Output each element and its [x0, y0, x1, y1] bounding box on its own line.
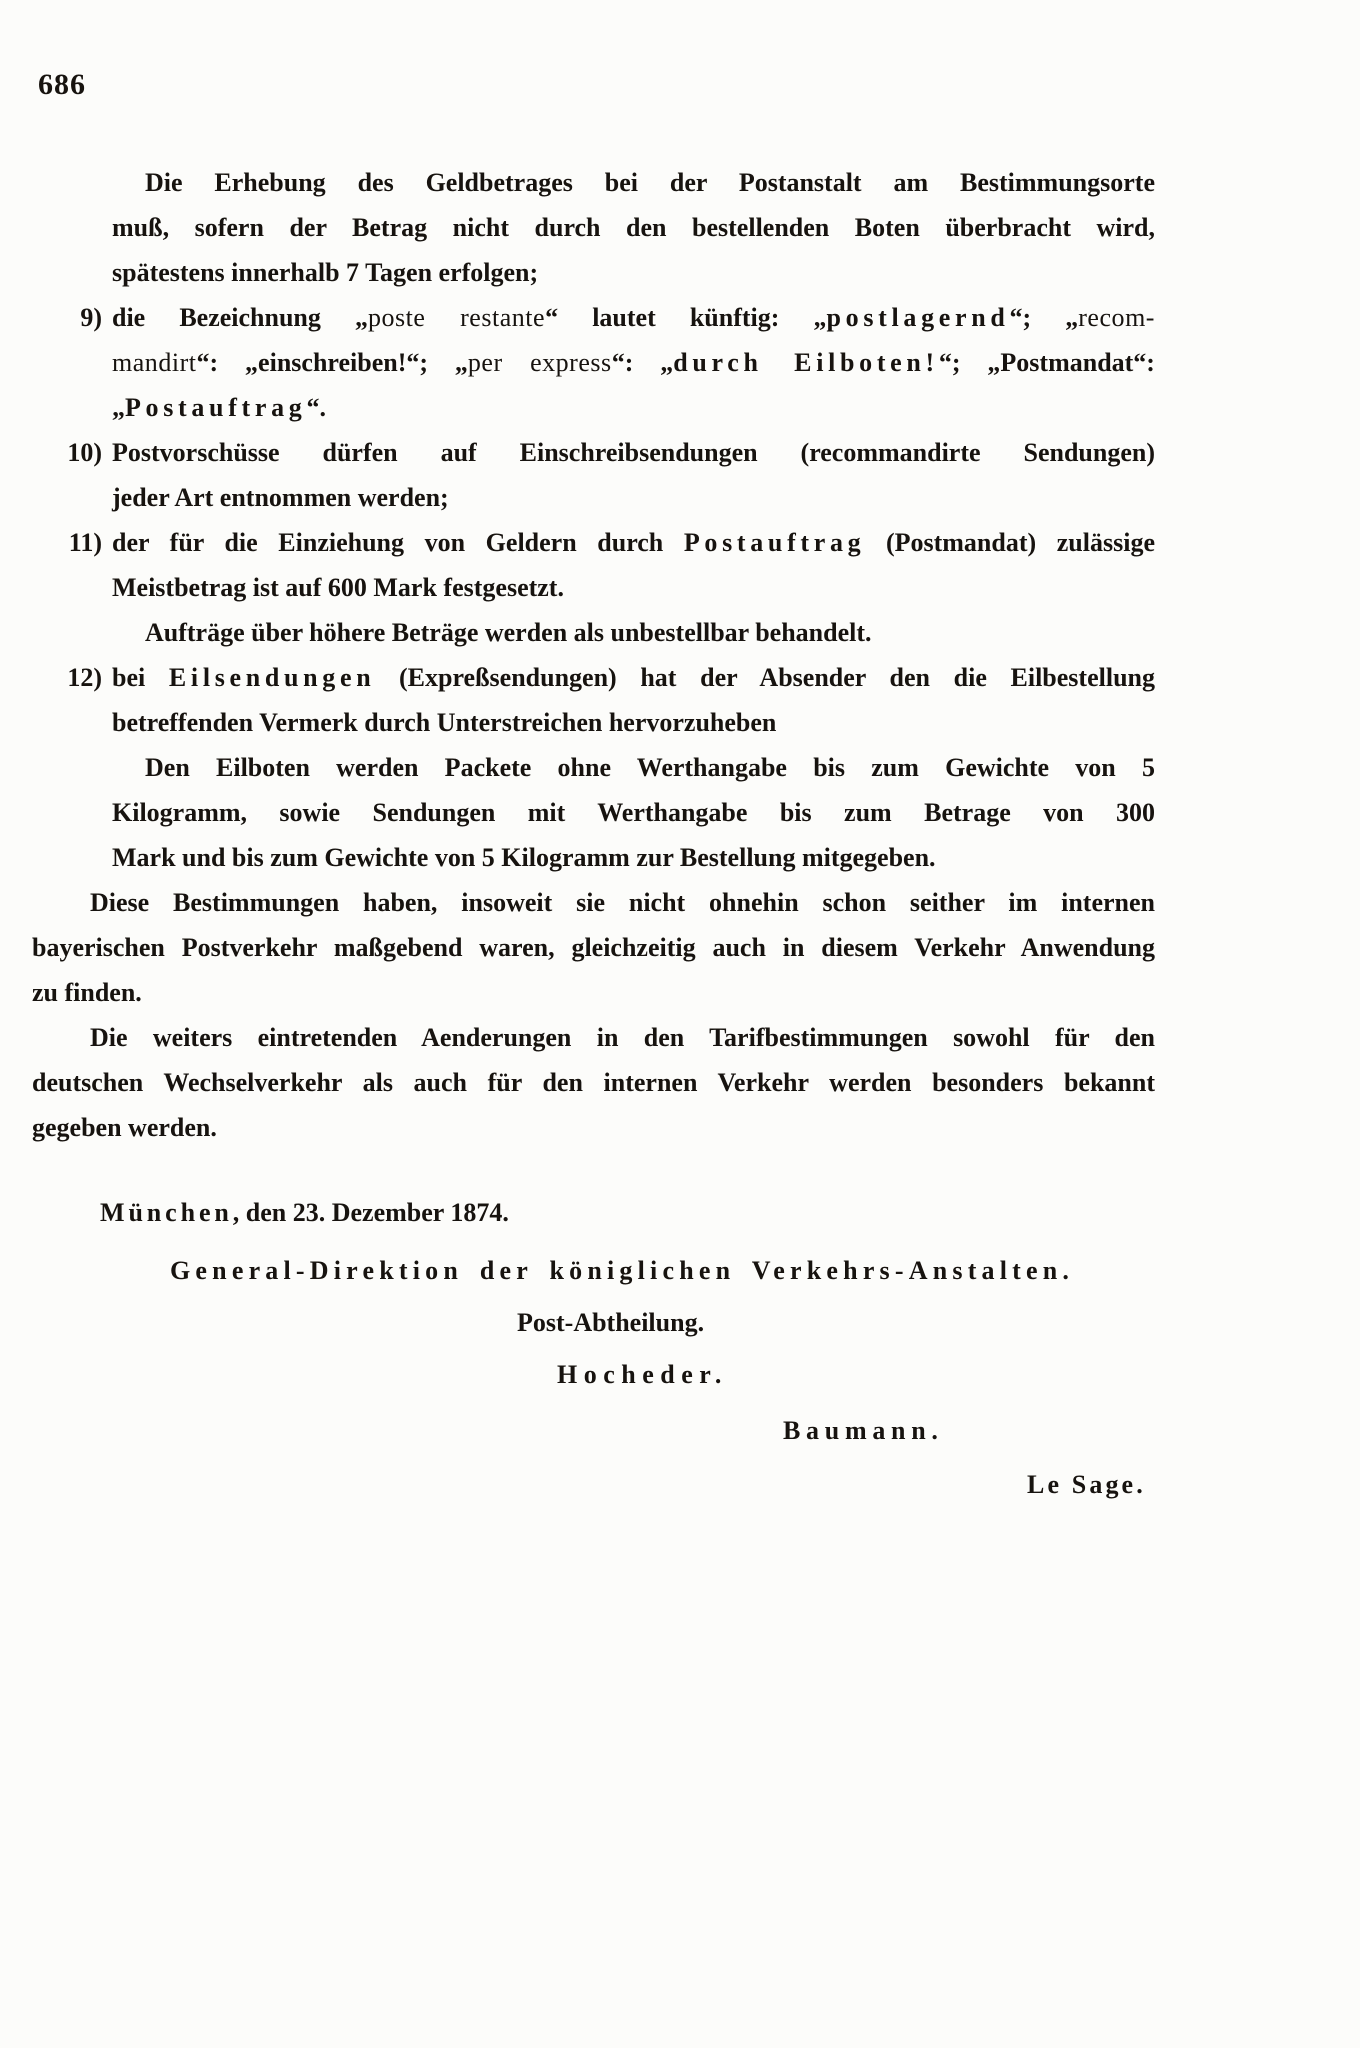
fraktur-text: , den 23. Dezember 1874. — [232, 1198, 509, 1227]
fraktur-text: gegeben werden. — [32, 1113, 217, 1142]
fraktur-text: Meistbetrag ist auf 600 Mark festgesetzt. — [112, 573, 564, 602]
list-item-line — [68, 520, 1155, 565]
text-line — [32, 970, 1155, 1015]
letterspaced-text: durch Eilboten! — [673, 348, 939, 377]
fraktur-text: Postvorschüsse dürfen auf Einschreibsendungen (recommandirte Sendungen) — [112, 438, 1155, 467]
fraktur-text: muß, sofern der Betrag nicht durch den bestellenden Boten überbracht wird, — [112, 213, 1155, 242]
text-line — [100, 1190, 1155, 1235]
fraktur-text: die Bezeichnung „ — [112, 303, 368, 332]
fraktur-text: Aufträge über höhere Beträge werden als unbestellbar behandelt. — [145, 618, 872, 647]
text-line — [145, 160, 1155, 205]
text-line — [145, 610, 1155, 655]
fraktur-text: “. — [306, 393, 326, 422]
fraktur-text: (Expreßsendungen) hat der Absender den die Eilbestellung — [375, 663, 1155, 692]
letterspaced-text: München — [100, 1198, 233, 1227]
fraktur-text: “; „ — [1009, 303, 1079, 332]
fraktur-text: Die Erhebung des Geldbetrages bei der Postanstalt am Bestimmungsorte — [145, 168, 1155, 197]
text-line — [145, 745, 1155, 790]
fraktur-text: “: „ — [611, 348, 674, 377]
list-item-number: 12) — [67, 663, 102, 692]
fraktur-text: Post-Abtheilung. — [517, 1308, 705, 1337]
antiqua-text: per express — [467, 348, 612, 377]
fraktur-text: der für die Einziehung von Geldern durch — [112, 528, 684, 557]
text-line — [557, 1352, 1155, 1397]
text-line — [783, 1408, 1155, 1453]
letterspaced-text: General-Direktion der königlichen Verkehrs-Anstalten. — [170, 1256, 1075, 1285]
list-item-number: 11) — [68, 528, 102, 557]
antiqua-text: mandirt — [112, 348, 197, 377]
text-block — [32, 160, 1155, 1507]
text-line — [112, 790, 1155, 835]
fraktur-text: Die weiters eintretenden Aenderungen in den Tarifbestimmungen sowohl für den — [90, 1023, 1155, 1052]
antiqua-text: recom- — [1078, 303, 1155, 332]
fraktur-text: jeder Art entnommen werden; — [112, 483, 449, 512]
antiqua-text: poste restante — [368, 303, 546, 332]
text-line — [112, 565, 1155, 610]
fraktur-text: Kilogramm, sowie Sendungen mit Werthangabe bis zum Betrage von 300 — [112, 798, 1155, 827]
fraktur-text: deutschen Wechselverkehr als auch für den internen Verkehr werden besonders bekannt — [32, 1068, 1155, 1097]
text-line — [112, 385, 1155, 430]
list-item-line — [67, 655, 1155, 700]
text-line — [112, 475, 1155, 520]
text-line — [32, 1060, 1155, 1105]
letterspaced-text: postlagernd — [826, 303, 1010, 332]
fraktur-text: Den Eilboten werden Packete ohne Werthangabe bis zum Gewichte von 5 — [145, 753, 1155, 782]
text-line — [112, 250, 1155, 295]
text-line — [517, 1300, 1155, 1345]
fraktur-text: (Postmandat) zulässige — [865, 528, 1155, 557]
text-line — [32, 1105, 1155, 1150]
list-item-number: 9) — [80, 303, 102, 332]
list-item-number: 10) — [67, 438, 102, 467]
fraktur-text: “; „Postmandat“: — [938, 348, 1155, 377]
text-line — [90, 1015, 1155, 1060]
fraktur-text: spätestens innerhalb 7 Tagen erfolgen; — [112, 258, 539, 287]
letterspaced-text: Postauftrag — [683, 528, 866, 557]
fraktur-text: bayerischen Postverkehr maßgebend waren, gleichzeitig auch in diesem Verkehr Anwendung — [32, 933, 1155, 962]
fraktur-text: Diese Bestimmungen haben, insoweit sie nicht ohnehin schon seither im internen — [90, 888, 1155, 917]
fraktur-text: zu finden. — [32, 978, 142, 1007]
text-line — [1027, 1462, 1155, 1507]
fraktur-text: “: „einschreiben!“; „ — [196, 348, 468, 377]
fraktur-text: bei — [112, 663, 169, 692]
fraktur-text: betreffenden Vermerk durch Unterstreichen hervorzuheben — [112, 708, 777, 737]
fraktur-text: Mark und bis zum Gewichte von 5 Kilogramm zur Bestellung mitgegeben. — [112, 843, 936, 872]
fraktur-text: „ — [112, 393, 125, 422]
text-line — [112, 835, 1155, 880]
letterspaced-text: Le Sage. — [1027, 1470, 1146, 1499]
text-line — [32, 925, 1155, 970]
text-line — [112, 700, 1155, 745]
page-number: 686 — [38, 68, 86, 101]
letterspaced-text: Baumann. — [783, 1416, 944, 1445]
letterspaced-text: Postauftrag — [125, 393, 307, 422]
text-line — [170, 1248, 1155, 1293]
text-line — [90, 880, 1155, 925]
list-item-line — [67, 430, 1155, 475]
text-line — [112, 205, 1155, 250]
fraktur-text: “ lautet künftig: „ — [545, 303, 827, 332]
list-item-line — [80, 295, 1155, 340]
letterspaced-text: Eilsendungen — [168, 663, 376, 692]
text-line — [112, 340, 1155, 385]
letterspaced-text: Hocheder. — [557, 1360, 728, 1389]
